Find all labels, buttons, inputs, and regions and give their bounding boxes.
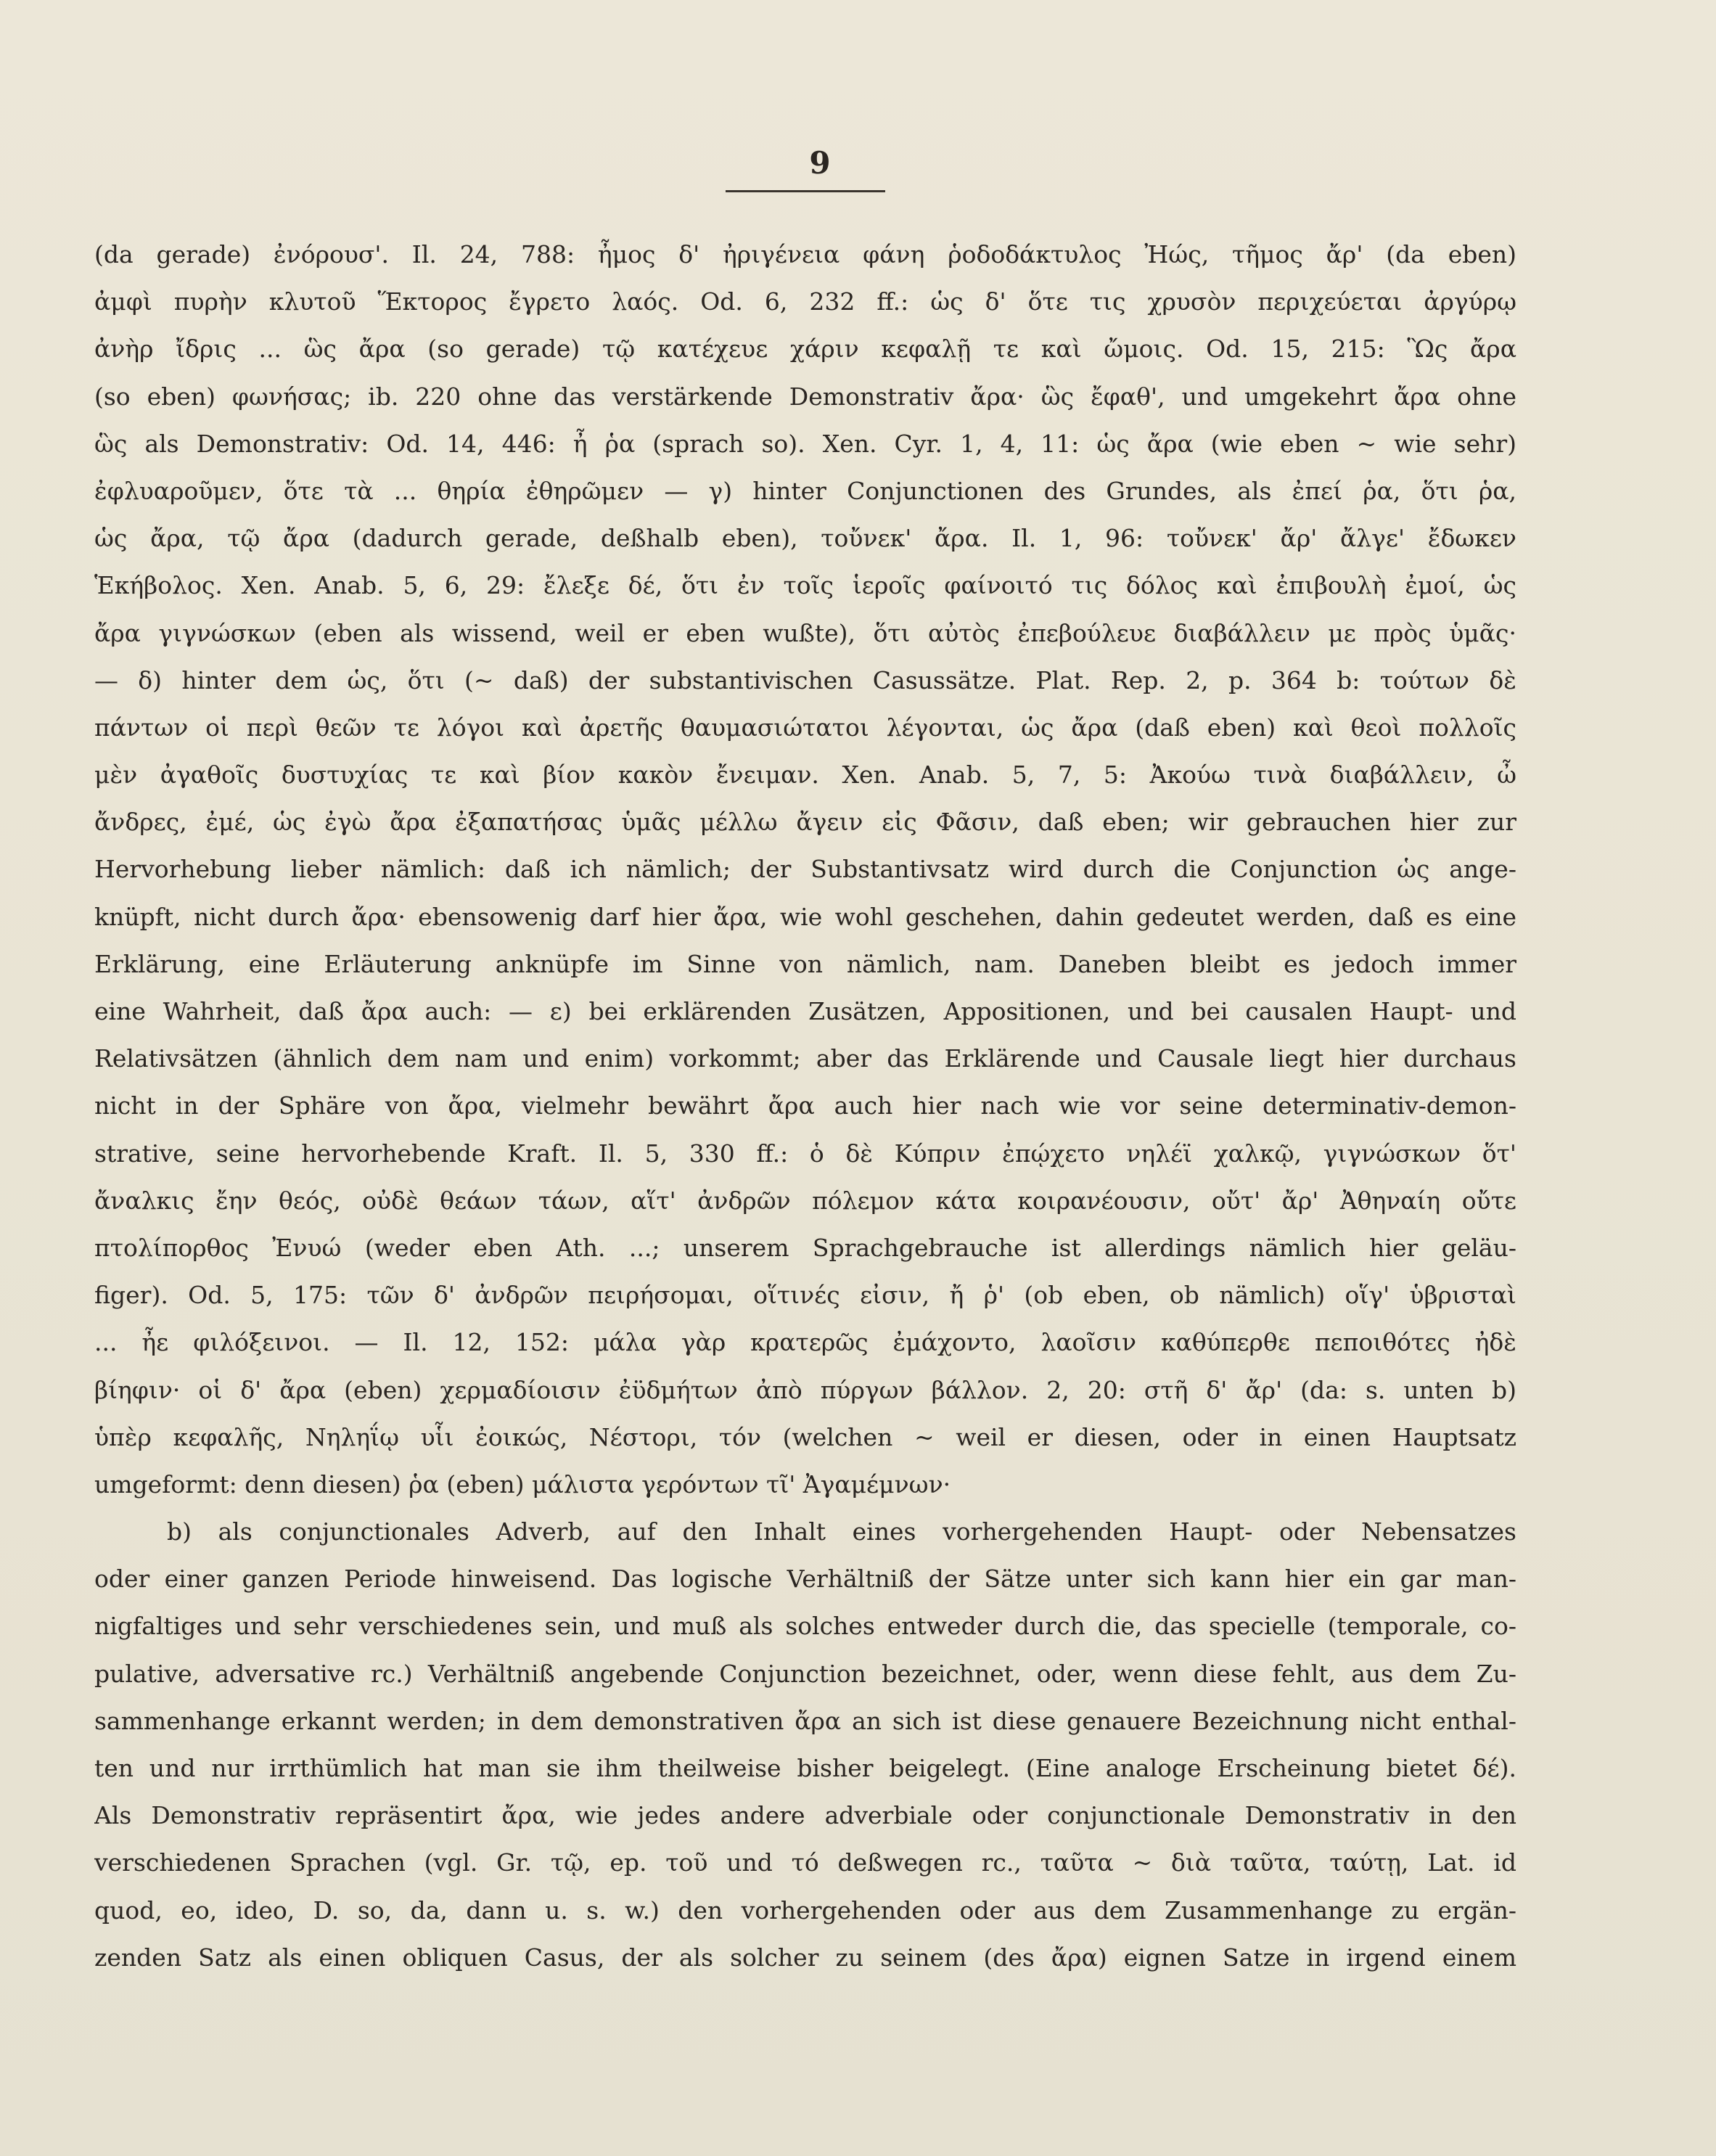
text-line: μὲν ἀγαθοῖς δυστυχίας τε καὶ βίον κακὸν ἔνειμαν. Xen. Anab. 5, 7, 5: Ἀκούω τινὰ διαβάλλειν, ὦ [94,761,1516,790]
text-line: nicht in der Sphäre von ἄρα, vielmehr bewährt ἄρα auch hier nach wie vor seine determinativ-demon- [94,1091,1516,1120]
text-line: ἄνδρες, ἐμέ, ὡς ἐγὼ ἄρα ἐξαπατήσας ὑμᾶς μέλλω ἄγειν εἰς Φᾶσιν, daß eben; wir gebrauchen hier zur [94,808,1516,837]
text-line: verschiedenen Sprachen (vgl. Gr. τῷ, ep. τοῦ und τό deßwegen rc., ταῦτα ~ διὰ ταῦτα, ταύτῃ, Lat. id [94,1848,1516,1877]
text-line: Erklärung, eine Erläuterung anknüpfe im Sinne von nämlich, nam. Daneben bleibt es jedoch immer [94,949,1516,978]
text-line: πτολίπορθος Ἐνυώ (weder eben Ath. ...; unserem Sprachgebrauche ist allerdings nämlich hier geläu- [94,1233,1516,1262]
text-line: ἀμφὶ πυρὴν κλυτοῦ Ἕκτορος ἔγρετο λαός. Od. 6, 232 ff.: ὡς δ' ὅτε τις χρυσὸν περιχεύεται ἀργύρῳ [94,287,1516,316]
text-line: ὑπὲρ κεφαλῆς, Νηληΐῳ υἷι ἐοικώς, Νέστορι, τόν (welchen ~ weil er diesen, oder in einen Hauptsatz [94,1422,1516,1451]
text-line: Ἑκήβολος. Xen. Anab. 5, 6, 29: ἔλεξε δέ, ὅτι ἐν τοῖς ἱεροῖς φαίνοιτό τις δόλος καὶ ἐπιβουλὴ ἐμοί, ὡς [94,571,1516,600]
text-line: ἐφλυαροῦμεν, ὅτε τὰ ... θηρία ἐθηρῶμεν — γ) hinter Conjunctionen des Grundes, als ἐπεί ῥα, ὅτι ῥα, [94,476,1516,505]
text-line: (so eben) φωνήσας; ib. 220 ohne das verstärkende Demonstrativ ἄρα· ὣς ἔφαθ', und umgekehrt ἄρα ohne [94,382,1516,411]
text-line: knüpft, nicht durch ἄρα· ebensowenig darf hier ἄρα, wie wohl geschehen, dahin gedeutet werden, daß es eine [94,902,1516,931]
text-line: Hervorhebung lieber nämlich: daß ich nämlich; der Substantivsatz wird durch die Conjunction ὡς ange- [94,855,1516,884]
text-line: (da gerade) ἐνόρουσ'. Il. 24, 788: ἦμος δ' ἠριγένεια φάνη ῥοδοδάκτυλος Ἠώς, τῆμος ἄρ' (da eben) [94,240,1516,269]
text-line: — δ) hinter dem ὡς, ὅτι (~ daß) der substantivischen Casussätze. Plat. Rep. 2, p. 364 b: τούτων δὲ [94,665,1516,694]
text-line: Als Demonstrativ repräsentirt ἄρα, wie jedes andere adverbiale oder conjunctionale Demonstrativ in den [94,1801,1516,1830]
text-line: figer). Od. 5, 175: τῶν δ' ἀνδρῶν πειρήσομαι, οἵτινές εἰσιν, ἤ ῥ' (ob eben, ob nämlich) οἵγ' ὑβρισταὶ [94,1281,1516,1310]
text-line: eine Wahrheit, daß ἄρα auch: — ε) bei erklärenden Zusätzen, Appositionen, und bei causalen Haupt- und [94,997,1516,1025]
header-rule [726,190,885,192]
text-line: ὡς ἄρα, τῷ ἄρα (dadurch gerade, deßhalb eben), τοὔνεκ' ἄρα. Il. 1, 96: τοὔνεκ' ἄρ' ἄλγε' ἔδωκεν [94,524,1516,553]
text-line: ten und nur irrthümlich hat man sie ihm theilweise bisher beigelegt. (Eine analoge Erscheinung bietet δέ). [94,1754,1516,1782]
page-number: 9 [809,145,831,181]
text-line: sammenhange erkannt werden; in dem demonstrativen ἄρα an sich ist diese genauere Bezeichnung nicht enthal- [94,1706,1516,1735]
text-line: βίηφιν· οἱ δ' ἄρα (eben) χερμαδίοισιν ἐϋδμήτων ἀπὸ πύργων βάλλον. 2, 20: στῆ δ' ἄρ' (da: s. unten b) [94,1375,1516,1404]
text-line: umgeformt: denn diesen) ῥα (eben) μάλιστα γερόντων τῖ' Ἀγαμέμνων· [94,1470,951,1499]
text-line: oder einer ganzen Periode hinweisend. Das logische Verhältniß der Sätze unter sich kann hier ein gar man- [94,1565,1516,1594]
text-line: ἀνὴρ ἴδρις ... ὣς ἄρα (so gerade) τῷ κατέχευε χάριν κεφαλῇ τε καὶ ὤμοις. Od. 15, 215: Ὣς ἄρα [94,335,1516,364]
text-line: nigfaltiges und sehr verschiedenes sein, und muß als solches entweder durch die, das specielle (temporale, co- [94,1612,1516,1641]
body-text [94,231,1516,1981]
text-line: πάντων οἱ περὶ θεῶν τε λόγοι καὶ ἀρετῆς θαυμασιώτατοι λέγονται, ὡς ἄρα (daß eben) καὶ θεοὶ πολλοῖς [94,713,1516,742]
text-line: quod, eo, ideo, D. so, da, dann u. s. w.) den vorhergehenden oder aus dem Zusammenhange zu ergän- [94,1895,1516,1925]
paragraph-start-line: b) als conjunctionales Adverb, auf den Inhalt eines vorhergehenden Haupt- oder Nebensatzes [167,1517,1516,1546]
text-line: zenden Satz als einen obliquen Casus, der als solcher zu seinem (des ἄρα) eignen Satze in irgend einem [94,1943,1516,1972]
text-line: ... ἦε φιλόξεινοι. — Il. 12, 152: μάλα γὰρ κρατερῶς ἐμάχοντο, λαοῖσιν καθύπερθε πεποιθότες ἠδὲ [94,1328,1516,1357]
text-line: pulative, adversative rc.) Verhältniß angebende Conjunction bezeichnet, oder, wenn diese fehlt, aus dem Zu- [94,1659,1516,1688]
text-line: ὣς als Demonstrativ: Od. 14, 446: ἦ ῥα (sprach so). Xen. Cyr. 1, 4, 11: ὡς ἄρα (wie eben ~ wie sehr) [94,429,1516,458]
text-line: ἄναλκις ἔην θεός, οὐδὲ θεάων τάων, αἵτ' ἀνδρῶν πόλεμον κάτα κοιρανέουσιν, οὔτ' ἄρ' Ἀθηναίη οὔτε [94,1186,1516,1215]
text-line: strative, seine hervorhebende Kraft. Il. 5, 330 ff.: ὁ δὲ Κύπριν ἐπῴχετο νηλέϊ χαλκῷ, γιγνώσκων ὅτ' [94,1139,1516,1168]
text-line: ἄρα γιγνώσκων (eben als wissend, weil er eben wußte), ὅτι αὐτὸς ἐπεβούλευε διαβάλλειν με πρὸς ὑμᾶς· [94,618,1516,647]
text-line: Relativsätzen (ähnlich dem nam und enim) vorkommt; aber das Erklärende und Causale liegt hier durchaus [94,1044,1516,1073]
